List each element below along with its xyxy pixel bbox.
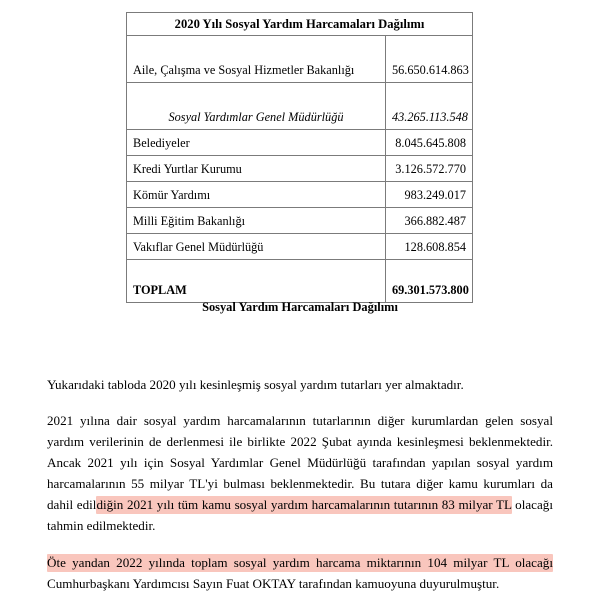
row-label-municipalities: Belediyeler bbox=[127, 130, 386, 156]
table-row bbox=[127, 234, 473, 260]
row-value-ministry-education: 366.882.487 bbox=[386, 208, 473, 234]
table-row bbox=[127, 208, 473, 234]
table-body bbox=[127, 36, 473, 303]
row-value-foundations-directorate: 128.608.854 bbox=[386, 234, 473, 260]
paragraph-2021-text-before: 2021 yılına dair sosyal yardım harcamalarının tutarlarının diğer kurumlardan gelen sosyal yardım verilerinin de derlenmesi ile birlikte 2022 Şubat ayında kesinleşmesi beklenmektedir. Ancak 2021 yılı için Sosyal Yardımlar Genel Müdürlüğü tarafından yapılan sosyal yardım harcamalarının 55 milyar TL'yi bulması beklenmektedir. Bu tutara diğer kamu kurumları da dahil edil bbox=[47, 413, 553, 513]
row-label-foundations-directorate: Vakıflar Genel Müdürlüğü bbox=[127, 234, 386, 260]
highlight-104-billion: Öte yandan 2022 yılında toplam sosyal yardım harcama miktarının 104 milyar TL olacağı bbox=[47, 554, 553, 570]
paragraph-intro-text: Yukarıdaki tabloda 2020 yılı kesinleşmiş sosyal yardım tutarları yer almaktadır. bbox=[47, 377, 464, 392]
table-caption: Sosyal Yardım Harcamaları Dağılımı bbox=[202, 300, 398, 314]
table-row bbox=[127, 36, 473, 83]
row-value-social-aid-directorate: 43.265.113.548 bbox=[386, 83, 473, 130]
table-row bbox=[127, 83, 473, 130]
table-total-row bbox=[127, 260, 473, 303]
row-value-total: 69.301.573.800 bbox=[386, 260, 473, 303]
aid-expenditure-table-wrapper bbox=[126, 12, 472, 303]
row-label-ministry-education: Milli Eğitim Bakanlığı bbox=[127, 208, 386, 234]
paragraph-2021-text-after: olacağı tahmin edilmektedir. bbox=[47, 497, 553, 534]
table-row bbox=[127, 130, 473, 156]
table-header-row bbox=[127, 13, 473, 36]
body-text-block bbox=[47, 374, 553, 594]
table-row bbox=[127, 156, 473, 182]
paragraph-2022-estimate bbox=[47, 552, 553, 594]
aid-expenditure-table bbox=[126, 12, 473, 303]
paragraph-2022-text-after: Cumhurbaşkanı Yardımcısı Sayın Fuat OKTAY tarafından kamuoyuna duyurulmuştur. bbox=[47, 575, 500, 591]
row-value-ministry-family: 56.650.614.863 bbox=[386, 36, 473, 83]
table-title-cell: 2020 Yılı Sosyal Yardım Harcamaları Dağılımı bbox=[127, 13, 473, 36]
table-row bbox=[127, 182, 473, 208]
row-value-credit-dorm: 3.126.572.770 bbox=[386, 156, 473, 182]
row-label-credit-dorm: Kredi Yurtlar Kurumu bbox=[127, 156, 386, 182]
row-label-ministry-family: Aile, Çalışma ve Sosyal Hizmetler Bakanlığı bbox=[127, 36, 386, 83]
row-label-total: TOPLAM bbox=[127, 260, 386, 303]
row-value-coal-aid: 983.249.017 bbox=[386, 182, 473, 208]
table-head bbox=[127, 13, 473, 36]
paragraph-2021-estimate bbox=[47, 410, 553, 536]
row-label-social-aid-directorate: Sosyal Yardımlar Genel Müdürlüğü bbox=[127, 83, 386, 130]
row-value-municipalities: 8.045.645.808 bbox=[386, 130, 473, 156]
paragraph-intro bbox=[47, 374, 553, 395]
row-label-coal-aid: Kömür Yardımı bbox=[127, 182, 386, 208]
highlight-83-billion: diğin 2021 yılı tüm kamu sosyal yardım harcamalarının tutarının 83 milyar TL bbox=[96, 497, 512, 513]
